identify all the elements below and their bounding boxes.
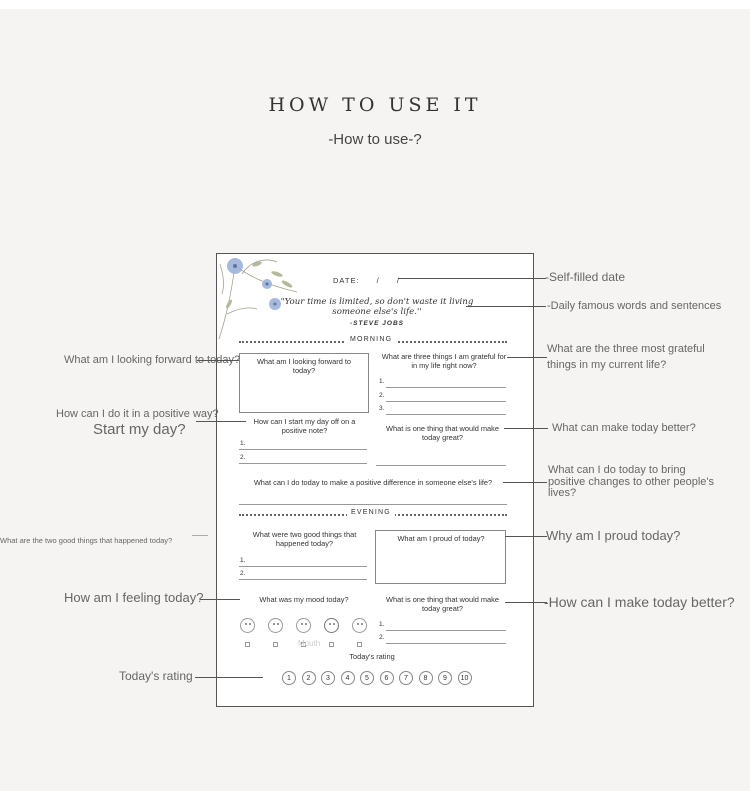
- list-number: 2.: [379, 634, 385, 641]
- answer-line[interactable]: [239, 566, 367, 567]
- answer-line[interactable]: [239, 579, 367, 580]
- question-label: What can I do today to make a positive difference in someone else's life?: [253, 478, 493, 487]
- question-label: How can I start my day off on a positive note?: [253, 417, 356, 435]
- rating-circle[interactable]: 9: [438, 671, 452, 685]
- evening-section-label: EVENING: [347, 509, 395, 516]
- rating-label: Today's rating: [349, 652, 395, 661]
- mood-face-icon[interactable]: [352, 618, 367, 633]
- question-label: What is one thing that would make today great?: [386, 424, 499, 442]
- annotation-proud: Why am I proud today?: [546, 528, 681, 543]
- rating-circle[interactable]: 6: [380, 671, 394, 685]
- annotation-connector: [505, 536, 547, 537]
- top-band: [0, 0, 750, 9]
- annotation-connector: [466, 306, 546, 307]
- mood-face-icon[interactable]: [268, 618, 283, 633]
- question-label: What was my mood today?: [259, 595, 349, 604]
- list-number: 2.: [240, 454, 246, 461]
- mood-face-icon[interactable]: [324, 618, 339, 633]
- annotation-changes: What can I do today to bring positive changes to other people's lives?: [548, 464, 714, 499]
- date-field: [333, 276, 400, 285]
- answer-line[interactable]: [386, 401, 506, 402]
- page-subtitle: -How to use-?: [328, 131, 422, 148]
- annotation-two-good: What are the two good things that happened today?: [0, 536, 173, 545]
- date-slash: /: [396, 276, 400, 285]
- annotation-date: -Self-filled date: [545, 270, 626, 284]
- annotation-rating: Today's rating: [119, 669, 193, 683]
- annotation-connector: [200, 599, 240, 600]
- rating-circle[interactable]: 8: [419, 671, 433, 685]
- date-label: DATE:: [333, 276, 360, 285]
- answer-line[interactable]: [386, 387, 506, 388]
- mood-face-icon[interactable]: [240, 618, 255, 633]
- rating-circle[interactable]: 2: [302, 671, 316, 685]
- list-number: 2.: [379, 392, 385, 399]
- looking-forward-box[interactable]: [239, 353, 369, 413]
- journal-sheet: [216, 253, 534, 707]
- mood-checkbox[interactable]: [273, 642, 278, 647]
- rating-circle[interactable]: 10: [458, 671, 472, 685]
- annotation-connector: [196, 421, 246, 422]
- annotation-connector: [505, 602, 547, 603]
- answer-line[interactable]: [239, 463, 367, 464]
- list-number: 1.: [240, 557, 246, 564]
- annotation-feeling: How am I feeling today?: [64, 590, 204, 605]
- annotation-connector: [503, 482, 547, 483]
- annotation-quote: -Daily famous words and sentences: [547, 300, 722, 312]
- annotation-positive: How can I do it in a positive way?: [56, 408, 219, 420]
- annotation-how-better: -How can I make today better?: [544, 594, 735, 610]
- mood-face-icon[interactable]: [296, 618, 311, 633]
- answer-line[interactable]: [239, 504, 507, 505]
- list-number: 1.: [240, 440, 246, 447]
- rating-circle[interactable]: 4: [341, 671, 355, 685]
- question-label: What am I proud of today?: [397, 534, 485, 543]
- rating-circle[interactable]: 1: [282, 671, 296, 685]
- rating-circle[interactable]: 5: [360, 671, 374, 685]
- answer-line[interactable]: [239, 449, 367, 450]
- annotation-connector: [197, 360, 239, 361]
- annotation-connector: [507, 357, 547, 358]
- annotation-connector: [398, 278, 546, 279]
- mood-checkbox[interactable]: [245, 642, 250, 647]
- annotation-start-day: Start my day?: [93, 421, 186, 438]
- annotation-connector: [504, 428, 548, 429]
- page-title: HOW TO USE IT: [268, 94, 482, 116]
- question-label: What am I looking forward to today?: [256, 357, 352, 375]
- question-label: What were two good things that happened today?: [252, 530, 357, 548]
- question-label: What is one thing that would make today great?: [386, 595, 499, 613]
- mood-watermark: Mouth: [298, 639, 321, 648]
- mood-checkbox[interactable]: [357, 642, 362, 647]
- list-number: 1.: [379, 621, 385, 628]
- annotation-connector: [192, 535, 208, 536]
- answer-line[interactable]: [386, 414, 506, 415]
- annotation-connector: [195, 677, 263, 678]
- proud-box[interactable]: [375, 530, 506, 584]
- list-number: 2.: [240, 570, 246, 577]
- daily-quote: "Your time is limited, so don't waste it living someone else's life.'': [280, 297, 474, 317]
- answer-line[interactable]: [386, 643, 506, 644]
- answer-line[interactable]: [376, 465, 506, 466]
- annotation-looking-forward: What am I looking forward to today?: [64, 354, 241, 366]
- annotation-grateful: What are the three most grateful things in my current life?: [547, 343, 705, 371]
- mood-checkbox[interactable]: [329, 642, 334, 647]
- date-slash: /: [376, 276, 380, 285]
- rating-circle[interactable]: 7: [399, 671, 413, 685]
- rating-circle[interactable]: 3: [321, 671, 335, 685]
- list-number: 3.: [379, 405, 385, 412]
- list-number: 1.: [379, 378, 385, 385]
- quote-author: -STEVE JOBS: [350, 320, 404, 327]
- answer-line[interactable]: [386, 630, 506, 631]
- annotation-better: What can make today better?: [552, 422, 696, 434]
- question-label: What are three things I am grateful for in my life right now?: [381, 352, 507, 370]
- morning-section-label: MORNING: [346, 336, 396, 343]
